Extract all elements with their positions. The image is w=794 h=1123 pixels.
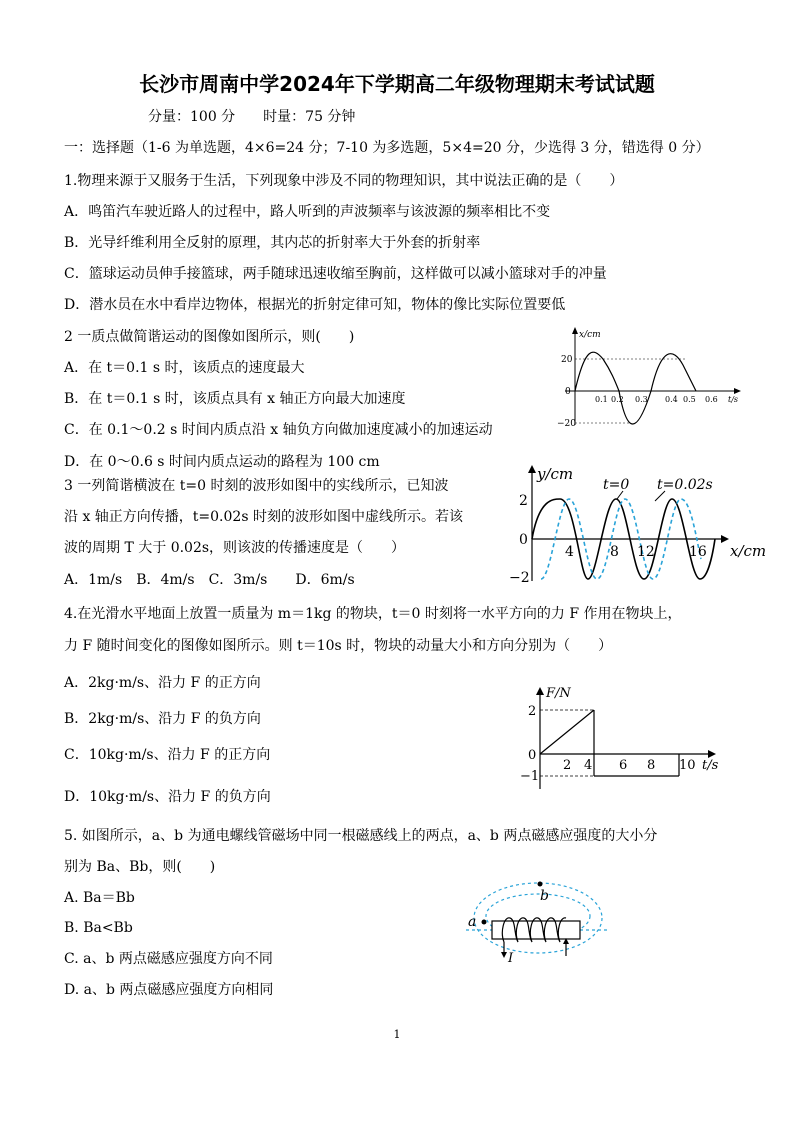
q3-dashed-label: t=0.02s [657, 477, 713, 493]
q5-solenoid-core [492, 921, 580, 939]
q4-ylabel: F/N [546, 686, 571, 701]
q2-shm-graph [555, 325, 745, 435]
q5-point-b-dot [538, 882, 543, 887]
q4-xtick-8: 8 [647, 758, 656, 773]
q2-xtick-0.3: 0.3 [635, 395, 648, 404]
q2-curve [575, 352, 696, 424]
q5-option-d: D. a、b 两点磁感应强度方向相同 [64, 982, 274, 998]
q3-stem-line2: 沿 x 轴正方向传播，t=0.02s 时刻的波形如图中虚线所示。若该 [64, 509, 463, 525]
q1-option-c: C．篮球运动员伸手接篮球，两手随球迅速收缩至胸前，这样做可以减小篮球对手的冲量 [64, 266, 607, 282]
q2-stem: 2 一质点做简谐运动的图像如图所示，则( ) [64, 329, 355, 345]
q4-option-a: A．2kg·m/s、沿力 F 的正方向 [64, 675, 261, 691]
q2-x-arrow [734, 388, 741, 394]
q1-option-d: D．潜水员在水中看岸边物体，根据光的折射定律可知，物体的像比实际位置要低 [64, 297, 566, 313]
q2-xtick-0.4: 0.4 [665, 395, 678, 404]
q3-ylabel: y/cm [537, 465, 574, 483]
q2-xtick-0.1: 0.1 [595, 395, 608, 404]
q2-option-d: D．在 0～0.6 s 时间内质点运动的路程为 100 cm [64, 454, 380, 470]
q4-xtick-4: 4 [584, 758, 593, 773]
q3-xlabel: x/cm [730, 542, 767, 560]
q2-ytick-20: 20 [561, 355, 573, 365]
q4-ytick-0: 0 [528, 748, 537, 763]
q2-option-c: C．在 0.1～0.2 s 时间内质点沿 x 轴负方向做加速度减小的加速运动 [64, 422, 493, 438]
q1-option-b: B．光导纤维利用全反射的原理，其内芯的折射率大于外套的折射率 [64, 235, 481, 251]
q2-option-b: B．在 t＝0.1 s 时，该质点具有 x 轴正方向最大加速度 [64, 391, 406, 407]
q2-y-arrow [572, 327, 578, 334]
page-number: 1 [393, 1028, 401, 1041]
q2-xtick-0.2: 0.2 [611, 395, 624, 404]
q5-point-a-dot [482, 920, 487, 925]
q2-ytick-neg20: −20 [557, 419, 576, 429]
q3-stem-line3: 波的周期 T 大于 0.02s，则该波的传播速度是（ ） [64, 540, 406, 556]
q5-option-a: A. Ba＝Bb [64, 890, 135, 906]
q3-wave-graph [505, 463, 775, 588]
exam-meta: 分量：100 分 时量：75 分钟 [148, 109, 356, 125]
page-title: 长沙市周南中学2024年下学期高二年级物理期末考试试题 [139, 72, 655, 96]
q2-ytick-0: 0 [565, 387, 571, 397]
q5-option-b: B. Ba<Bb [64, 920, 133, 936]
q3-ytick-0: 0 [519, 532, 528, 548]
q3-y-arrow [528, 465, 536, 473]
q5-stem-line2: 别为 Ba、Bb，则( ) [64, 859, 216, 875]
q5-option-c: C. a、b 两点磁感应强度方向不同 [64, 951, 273, 967]
q3-xtick-16: 16 [689, 544, 707, 560]
q4-force-time-graph [518, 683, 733, 793]
q3-options: A．1m/s B．4m/s C．3m/s D．6m/s [64, 572, 355, 588]
q5-stem-line1: 5. 如图所示，a、b 为通电螺线管磁场中同一根磁感线上的两点，a、b 两点磁感应强度的大小分 [64, 828, 658, 844]
q5-label-a: a [468, 914, 477, 930]
q4-ytick-neg1: −1 [520, 769, 540, 784]
q1-stem: 1.物理来源于又服务于生活，下列现象中涉及不同的物理知识，其中说法正确的是（ ） [64, 173, 624, 189]
q4-ytick-2: 2 [528, 704, 537, 719]
q2-option-a: A．在 t＝0.1 s 时，该质点的速度最大 [64, 360, 305, 376]
q2-xtick-0.6: 0.6 [705, 395, 718, 404]
q5-solenoid-diagram [460, 872, 610, 982]
q2-ylabel: x/cm [579, 330, 601, 340]
q4-stem-line1: 4.在光滑水平地面上放置一质量为 m＝1kg 的物块，t＝0 时刻将一水平方向的力 F 作用在物块上， [64, 606, 682, 622]
q2-xtick-0.5: 0.5 [683, 395, 696, 404]
q2-xlabel: t/s [728, 395, 739, 404]
q3-x-arrow [721, 535, 729, 543]
q3-xtick-12: 12 [637, 544, 655, 560]
q3-xtick-4: 4 [565, 544, 574, 560]
q4-xtick-2: 2 [563, 758, 572, 773]
q5-label-i: I [508, 951, 514, 966]
q3-stem-line1: 3 一列简谐横波在 t=0 时刻的波形如图中的实线所示，已知波 [64, 478, 449, 494]
q4-xtick-10: 10 [679, 758, 696, 773]
q3-solid-label: t=0 [603, 477, 630, 493]
q4-option-b: B．2kg·m/s、沿力 F 的负方向 [64, 711, 261, 727]
q4-ramp [540, 710, 594, 754]
q4-xtick-6: 6 [619, 758, 628, 773]
q3-ytick-neg2: −2 [509, 570, 530, 586]
q4-option-c: C．10kg·m/s、沿力 F 的正方向 [64, 747, 271, 763]
q1-option-a: A．鸣笛汽车驶近路人的过程中，路人听到的声波频率与该波源的频率相比不变 [64, 204, 551, 220]
q5-current-arrow [501, 952, 507, 958]
q3-ytick-2: 2 [519, 493, 528, 509]
q5-label-b: b [540, 888, 549, 904]
section-heading: 一：选择题（1-6 为单选题，4×6=24 分；7-10 为多选题，5×4=20 分，少选得 3 分，错选得 0 分） [64, 140, 710, 156]
q4-y-arrow [536, 687, 544, 695]
q4-option-d: D．10kg·m/s、沿力 F 的负方向 [64, 789, 271, 805]
q4-stem-line2: 力 F 随时间变化的图像如图所示。则 t＝10s 时，物块的动量大小和方向分别为（ ） [64, 638, 613, 654]
q3-xtick-8: 8 [610, 544, 619, 560]
q4-x-arrow [708, 750, 716, 758]
q4-xlabel: t/s [702, 758, 719, 773]
